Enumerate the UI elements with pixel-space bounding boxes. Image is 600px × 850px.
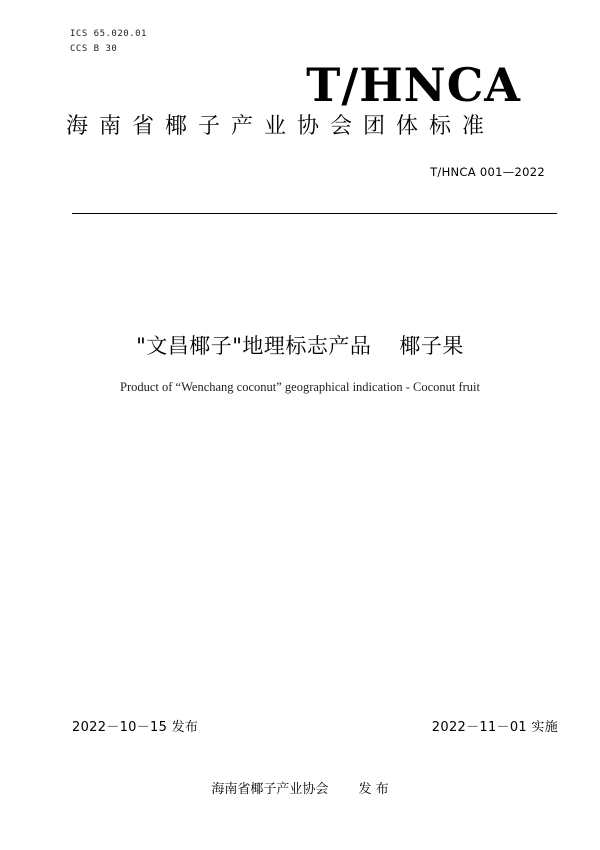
issuer-action: 发 布 xyxy=(358,782,389,797)
document-title-en: Product of “Wenchang coconut” geographical indication - Coconut fruit xyxy=(120,380,480,394)
ics-code: ICS 65.020.01 xyxy=(70,29,147,39)
document-title-cn xyxy=(0,330,600,360)
publish-date: 2022－10－15 发布 xyxy=(72,720,199,735)
implementation-date: 2022－11－01 实施 xyxy=(431,720,558,735)
standard-brand: T/HNCA xyxy=(306,58,521,112)
title-cn-main: "文昌椰子"地理标志产品 xyxy=(136,334,372,358)
ccs-code: CCS B 30 xyxy=(70,44,118,54)
header-divider xyxy=(72,213,557,214)
title-cn-sub: 椰子果 xyxy=(399,334,464,358)
org-standard-title: 海南省椰子产业协会团体标准 xyxy=(66,114,496,139)
issuer-line xyxy=(0,778,600,797)
standard-number: T/HNCA 001—2022 xyxy=(430,165,545,179)
issuer-org: 海南省椰子产业协会 xyxy=(211,782,329,797)
